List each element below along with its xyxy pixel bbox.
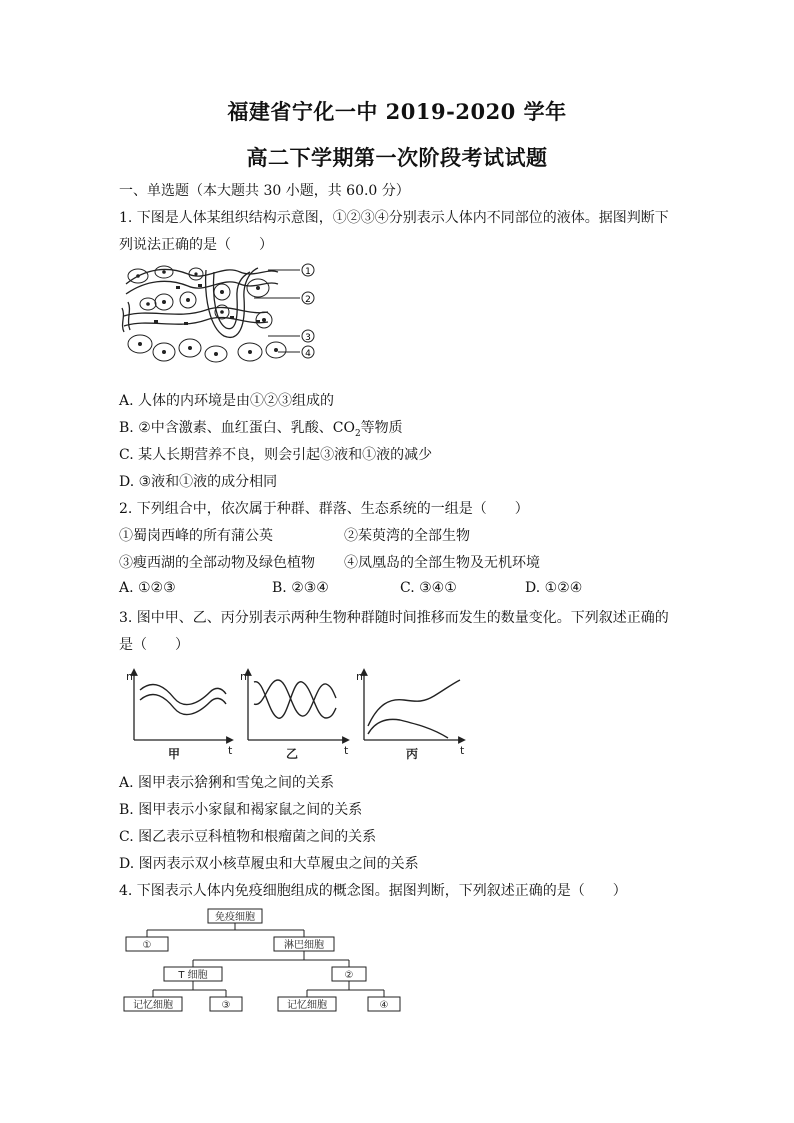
paper-title-line1: 福建省宁化一中 2019-2020 学年 — [227, 99, 567, 124]
q2-option-b[interactable]: B. ②③④ — [272, 580, 329, 596]
q1-option-a[interactable]: A. 人体的内环境是由①②③组成的 — [119, 393, 335, 409]
figure-label-3: 3 — [305, 333, 311, 343]
graph-yi-name: 乙 — [285, 747, 299, 761]
node-3-label: ③ — [221, 1000, 231, 1011]
q2-item-4: ④凤凰岛的全部生物及无机环境 — [344, 555, 540, 571]
q1-option-b-sub: 2 — [354, 428, 361, 439]
q4-stem: 4. 下图表示人体内免疫细胞组成的概念图。据图判断，下列叙述正确的是（ ） — [119, 883, 627, 899]
graph-jia-name: 甲 — [167, 747, 181, 761]
q3-stem-line2: 是（ ） — [119, 637, 189, 653]
graph-jia-x-label: t — [228, 744, 233, 757]
q2-item-2: ②茱萸湾的全部生物 — [344, 528, 470, 544]
q2-stem: 2. 下列组合中，依次属于种群、群落、生态系统的一组是（ ） — [119, 501, 529, 517]
figure-label-4: 4 — [305, 349, 311, 359]
q3-option-d[interactable]: D. 图丙表示双小核草履虫和大草履虫之间的关系 — [119, 856, 419, 872]
tissue-structure-figure — [118, 258, 323, 370]
graph-yi-y-label: n — [240, 670, 247, 683]
figure-label-2: 2 — [305, 295, 311, 305]
immune-cell-concept-map — [118, 905, 436, 1017]
node-lymphocyte-label: 淋巴细胞 — [284, 940, 324, 951]
q1-option-d[interactable]: D. ③液和①液的成分相同 — [119, 474, 278, 490]
q3-option-c[interactable]: C. 图乙表示豆科植物和根瘤菌之间的关系 — [119, 829, 377, 845]
section-header: 一、单选题（本大题共 30 小题，共 60.0 分） — [119, 183, 410, 199]
node-memory-1-label: 记忆细胞 — [133, 1000, 173, 1011]
node-memory-2-label: 记忆细胞 — [287, 1000, 327, 1011]
q2-option-a[interactable]: A. ①②③ — [119, 580, 176, 596]
node-immune-cells-label: 免疫细胞 — [215, 912, 255, 923]
q1-option-c[interactable]: C. 某人长期营养不良，则会引起③液和①液的减少 — [119, 447, 433, 463]
q1-option-b[interactable] — [119, 417, 403, 439]
q2-option-d[interactable]: D. ①②④ — [525, 580, 583, 596]
q2-item-1: ①蜀岗西峰的所有蒲公英 — [119, 528, 273, 544]
population-graphs-figure — [118, 664, 470, 764]
q3-option-b[interactable]: B. 图甲表示小家鼠和褐家鼠之间的关系 — [119, 802, 363, 818]
q2-option-c[interactable]: C. ③④① — [400, 580, 457, 596]
figure-label-1: 1 — [305, 267, 311, 277]
q1-stem-line1: 1. 下图是人体某组织结构示意图，①②③④分别表示人体内不同部位的液体。据图判断下 — [119, 210, 669, 226]
paper-title-line2: 高二下学期第一次阶段考试试题 — [246, 145, 548, 170]
node-2-label: ② — [344, 970, 354, 981]
node-1-label: ① — [142, 940, 152, 951]
node-4-label: ④ — [379, 1000, 389, 1011]
q3-option-a[interactable]: A. 图甲表示猞猁和雪兔之间的关系 — [119, 775, 335, 791]
graph-bing-y-label: n — [356, 670, 363, 683]
node-t-cell-label: T 细胞 — [178, 970, 208, 981]
q2-item-3: ③瘦西湖的全部动物及绿色植物 — [119, 555, 315, 571]
q1-option-b-text: B. ②中含激素、血红蛋白、乳酸、CO — [119, 420, 355, 436]
graph-yi-x-label: t — [344, 744, 349, 757]
q1-option-b-post: 等物质 — [360, 420, 403, 436]
q1-stem-line2: 列说法正确的是（ ） — [119, 237, 273, 253]
graph-bing-name: 丙 — [405, 747, 419, 761]
graph-bing-x-label: t — [460, 744, 465, 757]
q3-stem-line1: 3. 图中甲、乙、丙分别表示两种生物种群随时间推移而发生的数量变化。下列叙述正确的 — [119, 610, 669, 626]
graph-jia-y-label: n — [126, 670, 133, 683]
